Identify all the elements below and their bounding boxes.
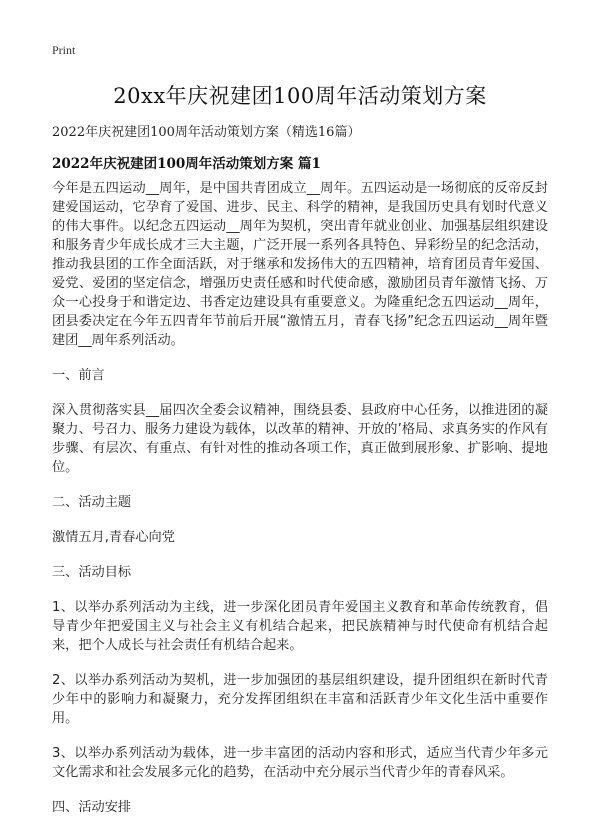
print-link[interactable]: Print [52, 43, 76, 57]
preface-heading: 一、前言 [52, 368, 105, 383]
goals-heading: 三、活动目标 [52, 565, 132, 580]
goal-paragraph-1: 1、以举办系列活动为主线，进一步深化团员青年爱国主义教育和革命传统教育，倡导青少年把爱国主义与社会主义有机结合起来，把民族精神与时代使命有机结合起来，把个人成长与社会责任有机结合起来。 [52, 600, 548, 653]
document-body [52, 179, 548, 817]
preface-paragraph: 深入贯彻落实县__届四次全委会议精神，围绕县委、县政府中心任务，以推进团的凝聚力、号召力、服务力建设为载体，以改革的精神、开放的’格局、求真务实的作风有步骤、有层次、有重点、有针对性的推动各项工作，真正做到展形象、扩影响、提地位。 [52, 403, 548, 475]
document-subtitle: 2022年庆祝建团100周年活动策划方案（精选16篇） [52, 125, 361, 140]
document-title: 20xx年庆祝建团100周年活动策划方案 [113, 84, 487, 108]
theme-paragraph: 激情五月,青春心向党 [52, 530, 175, 545]
goal-paragraph-2: 2、以举办系列活动为契机，进一步加强团的基层组织建设，提升团组织在新时代青少年中的影响力和凝聚力，充分发挥团组织在丰富和活跃青少年文化生活中重要作用。 [52, 673, 548, 726]
theme-heading: 二、活动主题 [52, 495, 132, 510]
arrangement-heading: 四、活动安排 [52, 800, 132, 815]
intro-paragraph: 今年是五四运动__周年，是中国共青团成立__周年。五四运动是一场彻底的反帝反封建爱国运动，它孕育了爱国、进步、民主、科学的精神，是我国历史具有划时代意义的伟大事件。以纪念五四运动__周年为契机，突出青年就业创业、加强基层组织建设和服务青少年成长成才三大主题，广泛开展一系列各具特色、异彩纷呈的纪念活动，推动我县团的工作全面活跃，对于继承和发扬伟大的五四精神，培育团员青年爱国、爱党、爱团的坚定信念，增强历史责任感和时代使命感，激励团员青年激情飞扬、万众一心投身于和谐定边、书香定边建设具有重要意义。为隆重纪念五四运动__周年，团县委决定在今年五四青年节前后开展“激情五月，青春飞扬”纪念五四运动__周年暨建团__周年系列活动。 [52, 181, 548, 348]
goal-paragraph-3: 3、以举办系列活动为载体，进一步丰富团的活动内容和形式，适应当代青少年多元文化需求和社会发展多元化的趋势，在活动中充分展示当代青少年的青春风采。 [52, 746, 548, 780]
section-heading: 2022年庆祝建团100周年活动策划方案 篇1 [52, 156, 321, 172]
